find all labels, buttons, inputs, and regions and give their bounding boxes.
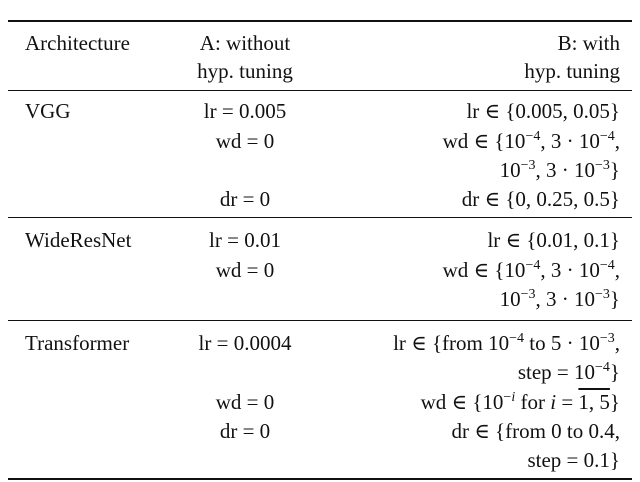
row-vgg-b-lr: lr ∈ {0.005, 0.05} <box>466 99 620 123</box>
header-b-line1: B: with <box>557 31 620 55</box>
row-tf-lr: lr = 0.0004 <box>198 331 292 355</box>
row-vgg-b-dr: dr ∈ {0, 0.25, 0.5} <box>461 187 620 211</box>
vgg-rule <box>8 217 632 218</box>
row-wrn-lr: lr = 0.01 <box>209 228 281 252</box>
row-vgg-wd: wd = 0 <box>215 129 275 153</box>
wrn-rule <box>8 320 632 321</box>
row-tf-b-wd: wd ∈ {$10^{-i}$ for i = 1, 5} <box>420 390 620 414</box>
row-tf-b-lr2: step = $10^{-4}$} <box>517 360 620 384</box>
row-tf-b-dr2: step = 0.1} <box>527 448 620 472</box>
row-tf-b-dr1: dr ∈ {from 0 to 0.4, <box>451 419 620 443</box>
row-wrn-b-wd1: wd ∈ {$10^{-4}$, $3 \cdot 10^{-4}$, <box>442 258 620 282</box>
row-vgg-dr: dr = 0 <box>219 187 271 211</box>
top-rule <box>8 20 632 22</box>
header-architecture: Architecture <box>25 31 130 55</box>
row-wrn-wd: wd = 0 <box>215 258 275 282</box>
row-wrn-arch: WideResNet <box>25 228 132 252</box>
row-vgg-lr: lr = 0.005 <box>203 99 287 123</box>
bottom-rule <box>8 478 632 480</box>
header-rule <box>8 90 632 91</box>
row-tf-b-lr1: lr ∈ {from $10^{-4}$ to $5 \cdot 10^{-3}$, <box>393 331 620 355</box>
header-b-line2: hyp. tuning <box>524 59 620 83</box>
row-wrn-b-wd2: $10^{-3}$, $3 \cdot 10^{-3}$} <box>499 287 620 311</box>
row-tf-wd: wd = 0 <box>215 390 275 414</box>
row-vgg-arch: VGG <box>25 99 71 123</box>
row-tf-dr: dr = 0 <box>219 419 271 443</box>
row-vgg-b-wd1: wd ∈ {$10^{-4}$, $3 \cdot 10^{-4}$, <box>442 129 620 153</box>
row-wrn-b-lr: lr ∈ {0.01, 0.1} <box>487 228 620 252</box>
row-vgg-b-wd2: $10^{-3}$, $3 \cdot 10^{-3}$} <box>499 158 620 182</box>
header-a-line2: hyp. tuning <box>197 59 293 83</box>
header-a-line1: A: without <box>199 31 291 55</box>
row-tf-arch: Transformer <box>25 331 130 355</box>
